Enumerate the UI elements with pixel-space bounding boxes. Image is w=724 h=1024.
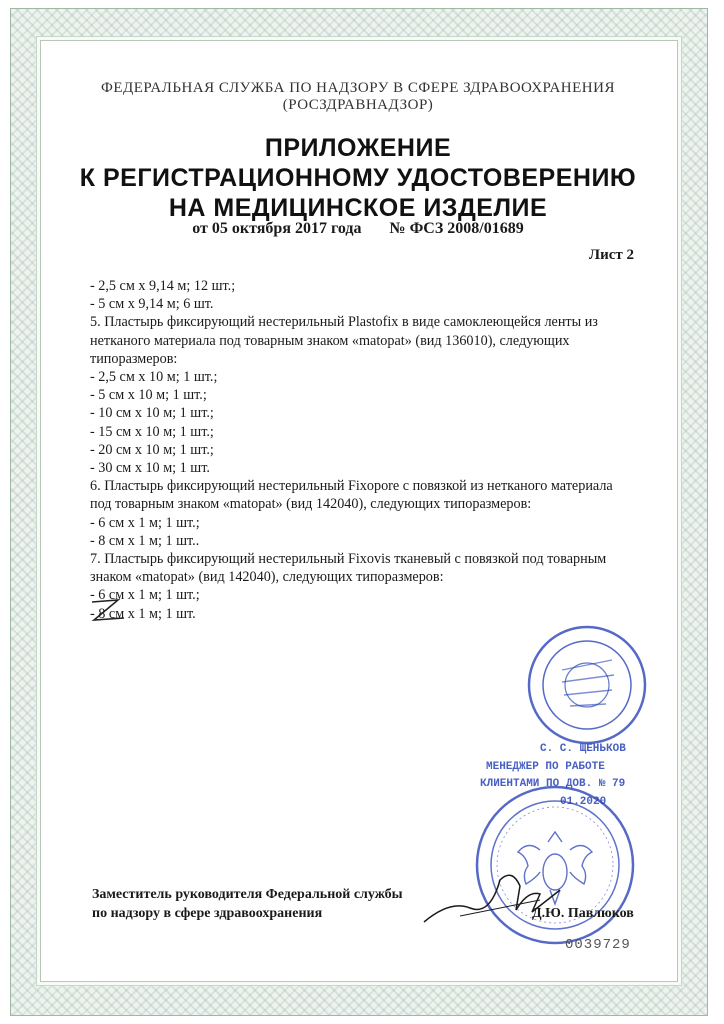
document-title-line-2: К РЕГИСТРАЦИОННОМУ УДОСТОВЕРЕНИЮ [79,164,637,192]
body-line: - 2,5 см х 9,14 м; 12 шт.; [90,278,236,294]
signer-name: Д.Ю. Павлюков [532,906,634,921]
body-line: - 5 см х 10 м; 1 шт.; [90,387,207,404]
body-line: - 8 см х 1 м; 1 шт.. [90,532,200,549]
body-line: 7. Пластырь фиксирующий нестерильный Fixovis тканевый с повязкой под товарным [90,551,607,568]
body-line: типоразмеров: [90,350,178,367]
body-line: под товарным знаком «matopat» (вид 142040), следующих типоразмеров: [90,496,532,513]
date-number-line [40,220,676,238]
body-line: 6. Пластырь фиксирующий нестерильный Fixopore с повязкой из нетканого материала [90,478,613,495]
body-line: - 6 см х 1 м; 1 шт.; [90,514,200,531]
position-line-2: по надзору в сфере здравоохранения [92,906,323,921]
body-line: - 30 см х 10 м; 1 шт. [90,460,210,477]
sheet-number: Лист 2 [588,247,634,263]
issue-date: от 05 октября 2017 года [192,220,362,237]
company-stamp [522,620,652,750]
form-serial-number: 0039729 [565,937,631,953]
body-line: - 5 см х 9,14 м; 6 шт. [90,296,214,313]
body-line: - 2,5 см х 10 м; 1 шт.; [90,369,218,386]
body-line: - 15 см х 10 м; 1 шт.; [90,423,214,440]
agency-name: ФЕДЕРАЛЬНАЯ СЛУЖБА ПО НАДЗОРУ В СФЕРЕ ЗДРАВООХРАНЕНИЯ [101,80,615,96]
body-line: нетканого материала под товарным знаком «matopat» (вид 136010), следующих [90,332,570,349]
agency-abbreviation: (РОСЗДРАВНАДЗОР) [282,97,434,113]
stamp-date: 01.2020 [560,796,607,808]
document-title-line-1: ПРИЛОЖЕНИЕ [264,134,452,162]
signatory-position [92,885,403,923]
position-line-1: Заместитель руководителя Федеральной службы [92,887,403,902]
body-line: - 10 см х 10 м; 1 шт.; [90,405,214,422]
stamp-signer-role: МЕНЕДЖЕР ПО РАБОТЕ [486,761,605,773]
body-line: - 20 см х 10 м; 1 шт.; [90,441,214,458]
stamp-signer-name: С. С. ЩЕНЬКОВ [540,743,626,755]
product-list [90,277,640,623]
body-line: - 8 см х 1 м; 1 шт. [90,605,196,622]
certificate-number: № ФСЗ 2008/01689 [389,220,524,237]
stamp-signer-authority: КЛИЕНТАМИ ПО ДОВ. № 79 [480,778,626,790]
body-line: - 6 см х 1 м; 1 шт.; [90,587,200,604]
z-closing-mark [88,596,128,626]
body-line: 5. Пластырь фиксирующий нестерильный Plastofix в виде самоклеющейся ленты из [90,314,598,331]
document-title-line-3: НА МЕДИЦИНСКОЕ ИЗДЕЛИЕ [168,194,548,222]
body-line: знаком «matopat» (вид 142040), следующих типоразмеров: [90,569,444,586]
